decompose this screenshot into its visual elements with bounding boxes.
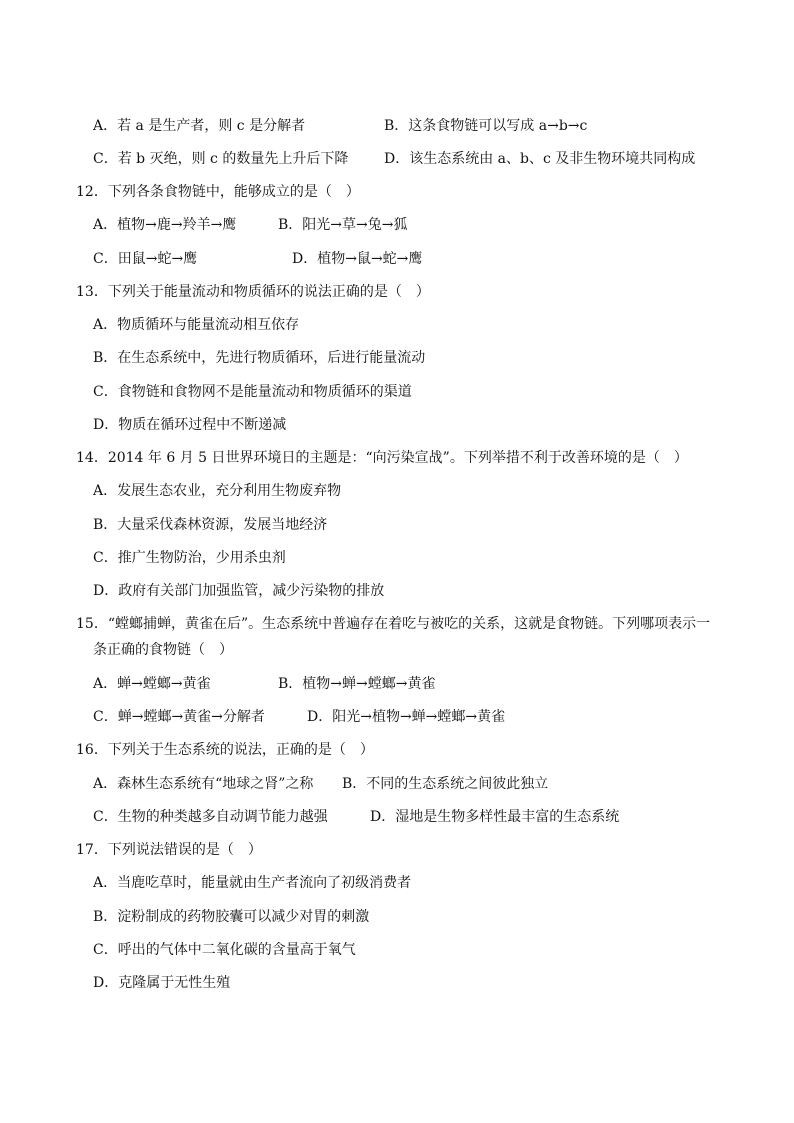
q14-option-b: B．大量采伐森林资源，发展当地经济 [93,517,328,533]
q11-option-d: D．该生态系统由 a、b、c 及非生物环境共同构成 [384,151,696,167]
q12-option-d: D．植物→鼠→蛇→鹰 [292,251,423,267]
q11-option-b: B．这条食物链可以写成 a→b→c [384,118,588,134]
q17-option-d: D．克隆属于无性生殖 [93,975,231,991]
q15-option-a: A．蝉→螳螂→黄雀 [93,676,211,692]
q12-option-b: B．阳光→草→兔→狐 [278,217,408,233]
q16-option-d: D．湿地是生物多样性最丰富的生态系统 [370,809,620,825]
q14-stem: 14．2014 年 6 月 5 日世界环境日的主题是：“向污染宣战”。下列举措不利于改善环境的是（ ） [76,450,688,466]
q14-option-a: A．发展生态农业，充分利用生物废弃物 [93,483,342,499]
q15-option-d: D．阳光→植物→蝉→螳螂→黄雀 [307,709,506,725]
q14-option-d: D．政府有关部门加强监管，减少污染物的排放 [93,583,385,599]
q12-stem: 12．下列各条食物链中，能够成立的是（ ） [76,184,360,200]
q12-option-a: A．植物→鹿→羚羊→鹰 [93,217,237,233]
q12-option-c: C．田鼠→蛇→鹰 [93,251,198,267]
q17-option-c: C．呼出的气体中二氧化碳的含量高于氧气 [93,942,356,958]
q14-option-c: C．推广生物防治，少用杀虫剂 [93,550,286,566]
q16-option-c: C．生物的种类越多自动调节能力越强 [93,809,328,825]
q17-option-b: B．淀粉制成的药物胶囊可以减少对胃的刺激 [93,909,370,925]
q15-option-c: C．蝉→螳螂→黄雀→分解者 [93,709,265,725]
q16-option-b: B．不同的生态系统之间彼此独立 [342,776,549,792]
q13-option-b: B．在生态系统中，先进行物质循环，后进行能量流动 [93,350,426,366]
q15-stem-line2: 条正确的食物链（ ） [93,642,233,658]
q11-option-c: C．若 b 灭绝，则 c 的数量先上升后下降 [93,151,349,167]
q13-option-d: D．物质在循环过程中不断递减 [93,417,287,433]
q13-option-a: A．物质循环与能量流动相互依存 [93,317,300,333]
q17-stem: 17．下列说法错误的是（ ） [76,842,262,858]
q15-stem-line1: 15．“螳螂捕蝉，黄雀在后”。生态系统中普遍存在着吃与被吃的关系，这就是食物链。下列哪项表示一 [76,616,711,632]
q15-option-b: B．植物→蝉→螳螂→黄雀 [278,676,436,692]
q16-stem: 16．下列关于生态系统的说法，正确的是（ ） [76,742,374,758]
q17-option-a: A．当鹿吃草时，能量就由生产者流向了初级消费者 [93,875,412,891]
q11-option-a: A．若 a 是生产者，则 c 是分解者 [93,118,306,134]
q13-stem: 13．下列关于能量流动和物质循环的说法正确的是（ ） [76,284,430,300]
q13-option-c: C．食物链和食物网不是能量流动和物质循环的渠道 [93,384,412,400]
q16-option-a: A．森林生态系统有“地球之肾”之称 [93,776,314,792]
